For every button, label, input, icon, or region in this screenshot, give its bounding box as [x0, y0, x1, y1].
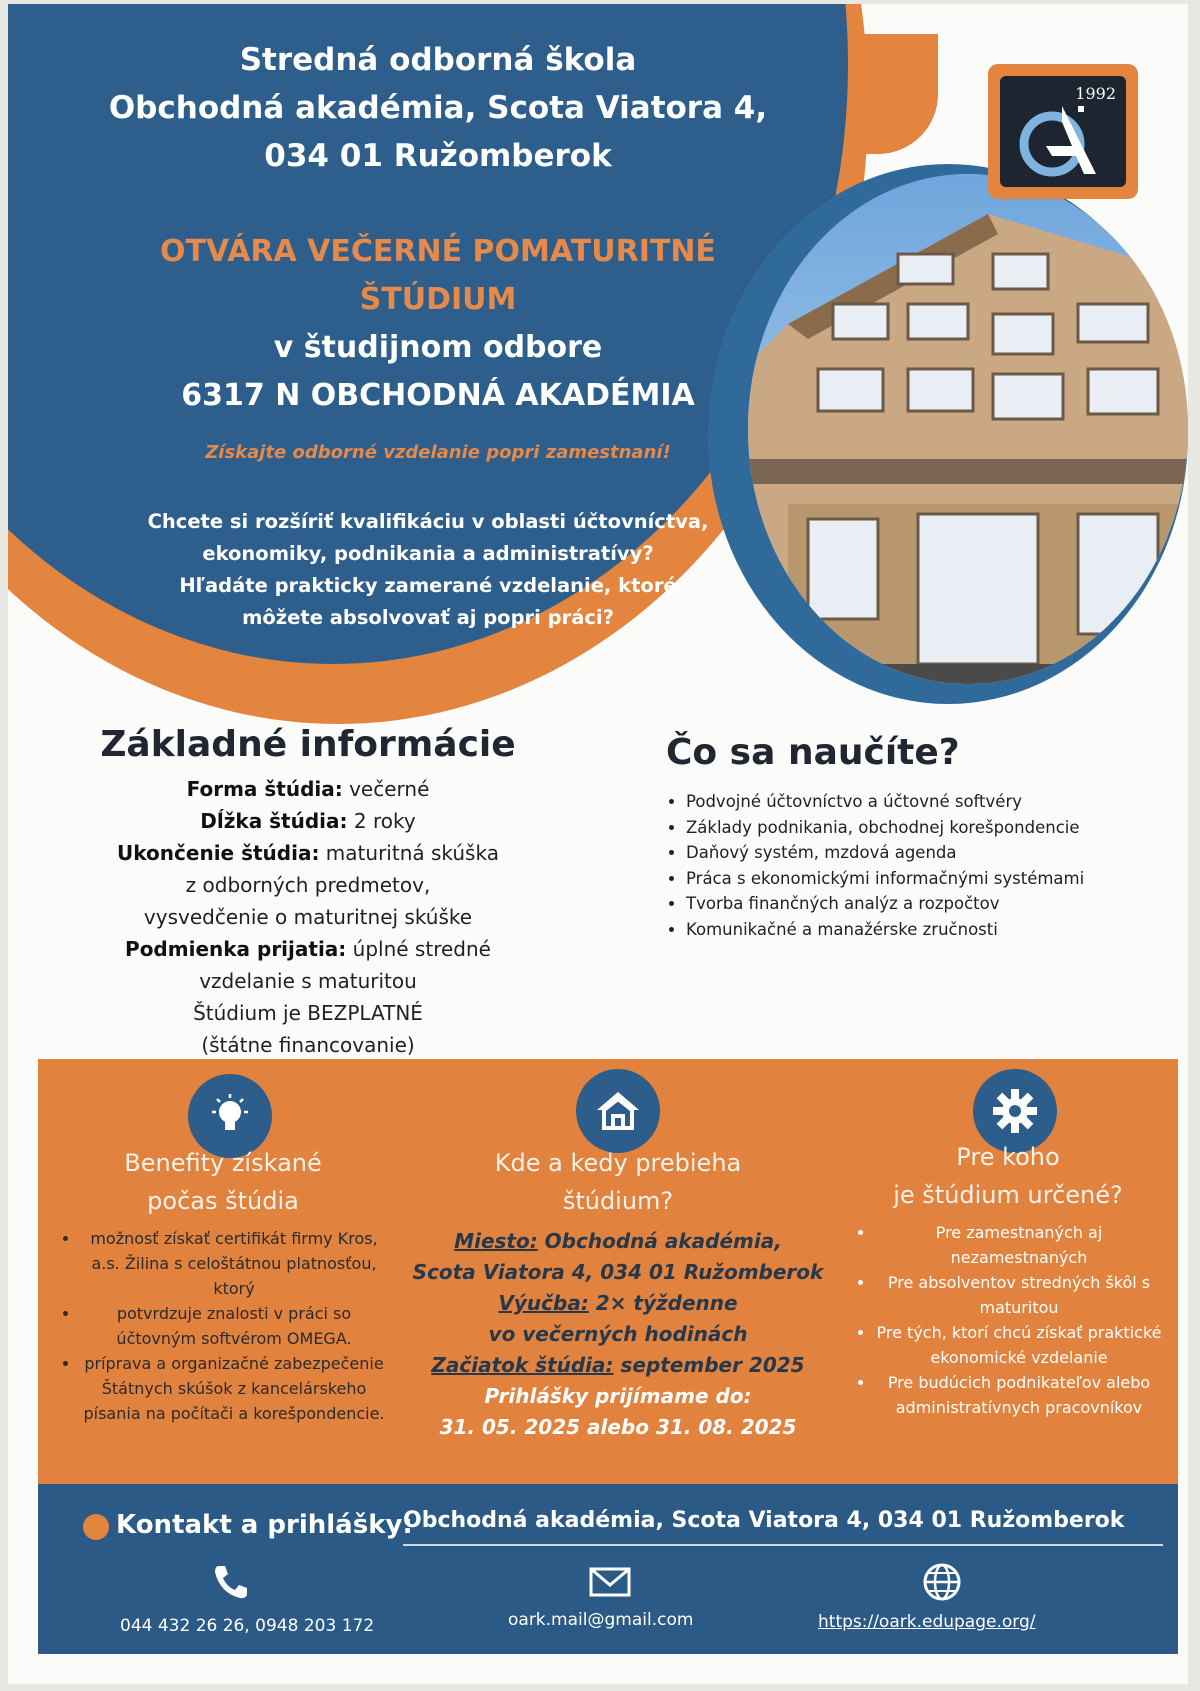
for-whom-column [853, 1144, 1163, 1420]
footer-divider [403, 1544, 1163, 1546]
subhead-line-1: v študijnom odbore [273, 330, 603, 365]
where-when-details [403, 1226, 833, 1443]
list-item: • možnosť získať certifikát firmy Kros, a.s. Žilina s celoštátnou platnosťou, ktorý [80, 1226, 388, 1301]
school-title [48, 36, 828, 180]
teaching-line-2: vo večerných hodinách [488, 1322, 748, 1346]
info-panel [38, 1059, 1178, 1484]
study-field [48, 324, 828, 420]
basic-info-section [38, 724, 578, 1061]
intro-question [78, 506, 778, 634]
learn-section [666, 732, 1186, 942]
headline-line-1: OTVÁRA VEČERNÉ POMATURITNÉ [160, 234, 716, 269]
apply-line: Prihlášky prijímame do: [484, 1384, 752, 1408]
school-line-3: 034 01 Ružomberok [264, 138, 612, 174]
teaching-line: Výučba: 2× týždenne [498, 1291, 738, 1315]
study-end-line: Ukončenie štúdia: maturitná skúška [117, 841, 499, 865]
where-when-column [403, 1144, 833, 1443]
subhead-line-2: 6317 N OBCHODNÁ AKADÉMIA [181, 378, 695, 413]
learn-list [666, 789, 1186, 942]
contact-email[interactable]: oark.mail@gmail.com [508, 1610, 694, 1630]
list-item: • príprava a organizačné zabezpečenie Štátnych skúšok z kancelárskeho písania na počítači a korešpondencie. [80, 1351, 388, 1426]
for-whom-list [853, 1220, 1163, 1420]
list-item: • Pre absolventov stredných škôl s maturitou [875, 1270, 1163, 1320]
admission-line: Podmienka prijatia: úplné stredné [125, 937, 491, 961]
school-logo [988, 64, 1138, 199]
home-icon [576, 1069, 660, 1153]
list-item: • Podvojné účtovníctvo a účtovné softvéry [686, 789, 1186, 815]
list-item: • Práca s ekonomickými informačnými systémami [686, 866, 1186, 892]
list-item: • Pre budúcich podnikateľov alebo administratívnych pracovníkov [875, 1370, 1163, 1420]
globe-icon [920, 1560, 964, 1604]
tagline: Získajte odborné vzdelanie popri zamestnaní! [205, 442, 671, 463]
study-end-line-3: vysvedčenie o maturitnej skúške [143, 905, 473, 929]
question-line-1: Chcete si rozšíriť kvalifikáciu v oblasti účtovníctva, [147, 510, 709, 533]
flyer-sheet [8, 4, 1188, 1684]
where-when-title: Kde a kedy prebieha štúdium? [494, 1149, 742, 1215]
apply-dates: 31. 05. 2025 alebo 31. 08. 2025 [439, 1415, 797, 1439]
school-line-1: Stredná odborná škola [239, 42, 637, 78]
place-line-2: Scota Viatora 4, 034 01 Ružomberok [412, 1260, 824, 1284]
headline [48, 228, 828, 324]
contact-phone[interactable]: 044 432 26 26, 0948 203 172 [120, 1616, 375, 1636]
place-line: Miesto: Obchodná akadémia, [454, 1229, 782, 1253]
list-item: • Tvorba finančných analýz a rozpočtov [686, 891, 1186, 917]
logo-year: 1992 [1075, 84, 1116, 103]
basic-info-list [38, 773, 578, 1061]
study-end-line-2: z odborných predmetov, [185, 873, 431, 897]
school-line-2: Obchodná akadémia, Scota Viatora 4, [108, 90, 768, 126]
contact-website-link[interactable]: https://oark.edupage.org/ [818, 1612, 1036, 1632]
phone-icon [208, 1560, 252, 1604]
list-item: • potvrdzuje znalosti v práci so účtovným softvérom OMEGA. [80, 1301, 388, 1351]
study-form-line: Forma štúdia: večerné [186, 777, 430, 801]
list-item: • Daňový systém, mzdová agenda [686, 840, 1186, 866]
admission-line-2: vzdelanie s maturitou [199, 969, 417, 993]
headline-line-2: ŠTÚDIUM [359, 282, 517, 317]
learn-title: Čo sa naučíte? [666, 732, 960, 773]
free-study-line-2: (štátne financovanie) [201, 1033, 415, 1057]
free-study-line: Štúdium je BEZPLATNÉ [193, 1001, 423, 1025]
contact-title: Kontakt a prihlášky: [116, 1510, 413, 1540]
orange-dot-icon [83, 1514, 109, 1540]
start-line: Začiatok štúdia: september 2025 [431, 1353, 805, 1377]
mail-icon [588, 1560, 632, 1604]
list-item: • Pre tých, ktorí chcú získať praktické ekonomické vzdelanie [875, 1320, 1163, 1370]
question-line-4: môžete absolvovať aj popri práci? [242, 606, 614, 629]
question-line-2: ekonomiky, podnikania a administratívy? [202, 542, 654, 565]
contact-address: Obchodná akadémia, Scota Viatora 4, 034 01 Ružomberok [403, 1508, 1125, 1533]
benefits-title: Benefity získané počas štúdia [124, 1149, 322, 1215]
list-item: • Základy podnikania, obchodnej korešpondencie [686, 815, 1186, 841]
basic-info-title: Základné informácie [100, 724, 516, 765]
list-item: • Pre zamestnaných aj nezamestnaných [875, 1220, 1163, 1270]
list-item: • Komunikačné a manažérske zručnosti [686, 917, 1186, 943]
benefits-list [58, 1226, 388, 1426]
for-whom-title: Pre koho je štúdium určené? [893, 1143, 1123, 1209]
question-line-3: Hľadáte prakticky zamerané vzdelanie, ktoré [179, 574, 677, 597]
benefits-column [58, 1144, 388, 1426]
contact-footer [38, 1484, 1178, 1654]
study-length-line: Dĺžka štúdia: 2 roky [200, 809, 416, 833]
